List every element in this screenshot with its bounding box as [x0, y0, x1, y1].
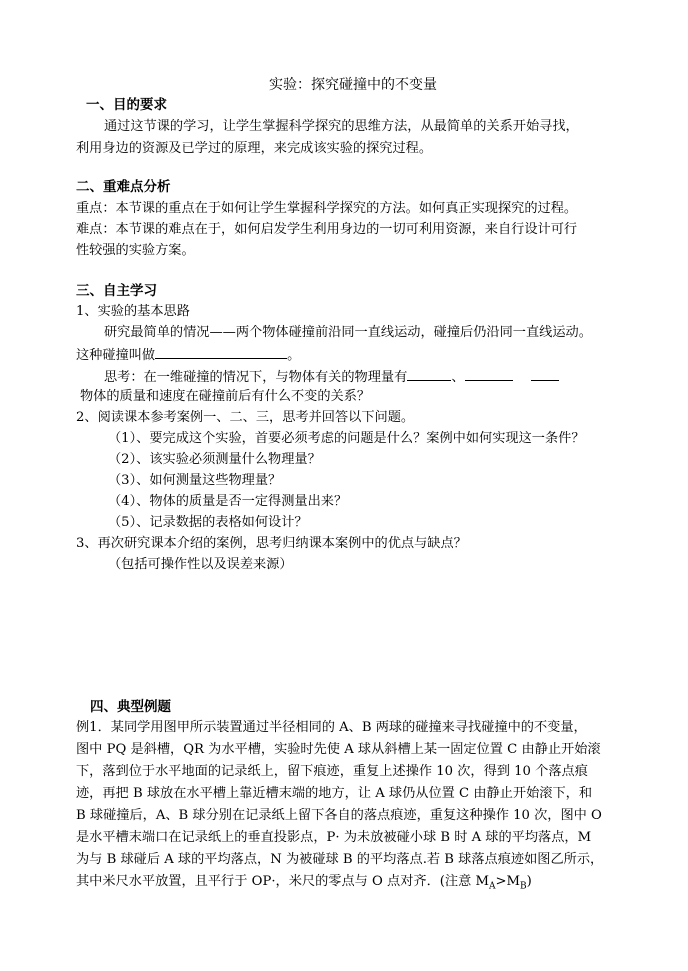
- item-1-title: 1、实验的基本思路: [76, 304, 190, 319]
- item-2-title: 2、阅读课本参考案例一、二、三，思考并回答以下问题。: [76, 410, 415, 425]
- item-1-collision-line: [76, 344, 300, 366]
- question-1: （1）、要完成这个实验，首要必须考虑的问题是什么？案例中如何实现这一条件？: [108, 431, 585, 446]
- section-1-paragraph-line-2: 利用身边的资源及已学过的原理，来完成该实验的探究过程。: [76, 141, 433, 156]
- section-4-heading: 四、典型例题: [90, 699, 171, 715]
- quantity-blank-3: [531, 366, 559, 381]
- section-1-heading: 一、目的要求: [86, 97, 167, 113]
- think-prompt: 思考：在一维碰撞的情况下，与物体有关的物理量有: [104, 370, 408, 385]
- example-line-1: 例1．某同学用图甲所示装置通过半径相同的 A、B 两球的碰撞来寻找碰撞中的不变量，: [76, 720, 587, 735]
- example-line-5: B 球碰撞后，A、B 球分别在记录纸上留下各自的落点痕迹，重复这种操作 10 次，图中 O: [76, 808, 602, 823]
- example-line-6: 是水平槽末端口在记录纸上的垂直投影点，P· 为未放被碰小球 B 时 A 球的平均落点，M: [76, 830, 592, 845]
- example-line-3: 下，落到位于水平地面的记录纸上，留下痕迹，重复上述操作 10 次，得到 10 个落点痕: [76, 764, 588, 779]
- section-2-focus-line: 重点：本节课的重点在于如何让学生掌握科学探究的方法。如何真正实现探究的过程。: [76, 201, 578, 216]
- example-line-8-end: ): [526, 874, 532, 889]
- think-line: [104, 366, 559, 388]
- mass-comparison: >M: [495, 874, 521, 889]
- quantity-blank-2: [465, 366, 513, 381]
- collision-type-blank: [155, 344, 287, 359]
- example-line-4: 迹，再把 B 球放在水平槽上靠近槽末端的地方，让 A 球仍从位置 C 由静止开始滚下，和: [76, 786, 593, 801]
- section-2-heading: 二、重难点分析: [76, 179, 171, 195]
- question-3: （3）、如何测量这些物理量？: [108, 473, 282, 488]
- collision-type-prompt: 这种碰撞叫做: [76, 348, 156, 363]
- item-3-note: （包括可操作性以及误差来源）: [108, 557, 293, 572]
- item-1-text: 研究最简单的情况——两个物体碰撞前沿同一直线运动，碰撞后仍沿同一直线运动。: [104, 325, 592, 340]
- example-line-8-text: 其中米尺水平放置，且平行于 OP·，米尺的零点与 O 点对齐．(注意 M: [76, 874, 489, 889]
- question-2: （2）、该实验必须测量什么物理量？: [108, 452, 321, 467]
- section-2-difficulty-line-cont: 性较强的实验方案。: [76, 243, 195, 258]
- example-line-8: [76, 872, 532, 897]
- think-question: 物体的质量和速度在碰撞前后有什么不变的关系？: [80, 389, 371, 404]
- quantity-separator: 、: [451, 370, 465, 385]
- example-line-7: 为与 B 球碰后 A 球的平均落点，N 为被碰球 B 的平均落点.若 B 球落点痕迹如图乙所示，: [76, 852, 604, 867]
- question-5: （5）、记录数据的表格如何设计？: [108, 515, 308, 530]
- section-1-paragraph-line-1: 通过这节课的学习，让学生掌握科学探究的思维方法，从最简单的关系开始寻找，: [104, 119, 579, 134]
- section-3-heading: 三、自主学习: [76, 283, 157, 299]
- collision-type-period: 。: [287, 348, 301, 363]
- item-3-title: 3、再次研究课本介绍的案例，思考归纳课本案例中的优点与缺点？: [76, 536, 467, 551]
- quantity-blank-1: [407, 366, 451, 381]
- question-4: （4）、物体的质量是否一定得测量出来？: [108, 494, 348, 509]
- mass-subscript-a: A: [488, 881, 496, 892]
- mass-subscript-b: B: [520, 881, 527, 892]
- section-2-difficulty-line: 难点：本节课的难点在于，如何启发学生利用身边的一切可利用资源，来自行设计可行: [76, 222, 578, 237]
- document-title: 实验：探究碰撞中的不变量: [269, 77, 437, 93]
- example-line-2: 图中 PQ 是斜槽，QR 为水平槽，实验时先使 A 球从斜槽上某一固定位置 C 由静止开始滚: [76, 742, 601, 757]
